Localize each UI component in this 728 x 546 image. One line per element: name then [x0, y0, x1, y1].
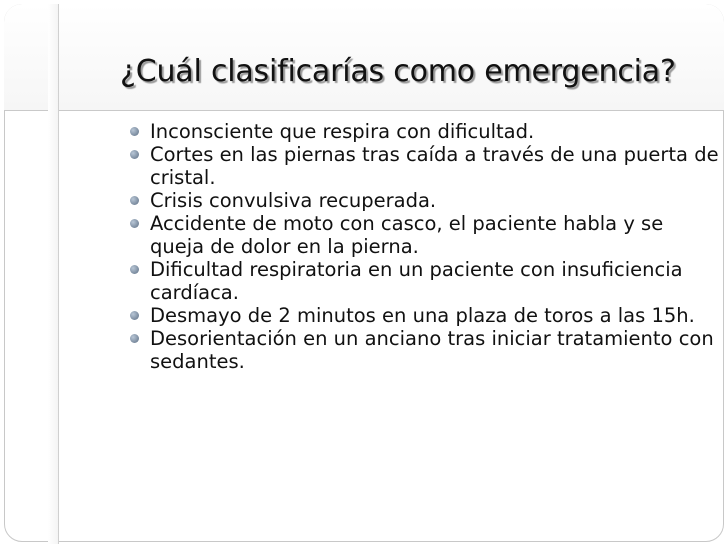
bullet-dot-icon [130, 150, 139, 159]
bullet-list [130, 120, 720, 373]
bullet-dot-icon [130, 196, 139, 205]
list-item [130, 258, 720, 304]
slide-title: ¿Cuál clasificarías como emergencia? [120, 54, 676, 89]
list-item-text: Desmayo de 2 minutos en una plaza de toros a las 15h. [150, 304, 695, 327]
list-item [130, 304, 720, 327]
list-item [130, 143, 720, 189]
bullet-dot-icon [130, 265, 139, 274]
list-item-text: Crisis convulsiva recuperada. [150, 189, 437, 212]
list-item-text: Desorientación en un anciano tras iniciar tratamiento con sedantes. [150, 327, 714, 373]
list-item [130, 120, 720, 143]
bullet-dot-icon [130, 127, 139, 136]
list-item-text: Dificultad respiratoria en un paciente con insuficiencia cardíaca. [150, 258, 683, 304]
bullet-dot-icon [130, 334, 139, 343]
list-item [130, 327, 720, 373]
list-item [130, 212, 720, 258]
list-item-text: Cortes en las piernas tras caída a través de una puerta de cristal. [150, 143, 719, 189]
list-item [130, 189, 720, 212]
slide-side-strip [48, 4, 59, 544]
list-item-text: Inconsciente que respira con dificultad. [150, 120, 535, 143]
list-item-text: Accidente de moto con casco, el paciente habla y se queja de dolor en la pierna. [150, 212, 664, 258]
bullet-dot-icon [130, 311, 139, 320]
bullet-dot-icon [130, 219, 139, 228]
